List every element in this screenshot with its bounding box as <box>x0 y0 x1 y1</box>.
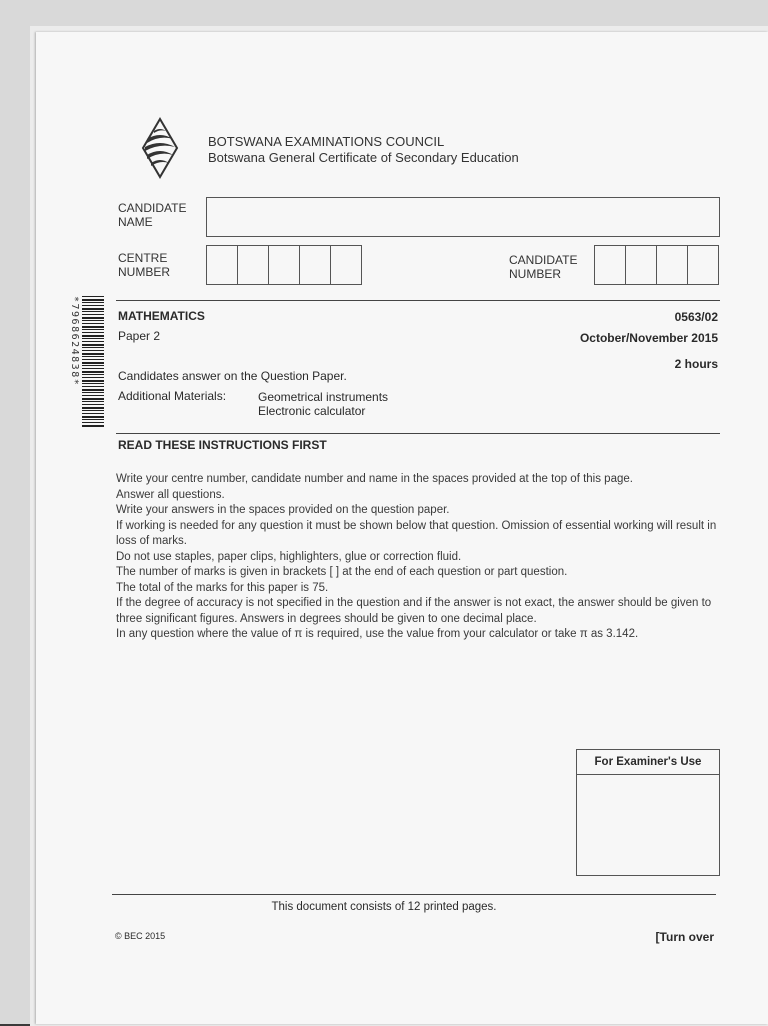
paper-number: Paper 2 <box>118 329 161 343</box>
candidate-name-field[interactable] <box>206 197 720 237</box>
paper-code: 0563/02 <box>674 310 718 324</box>
materials-list <box>258 390 388 418</box>
material-item: Electronic calculator <box>258 404 366 418</box>
centre-number-label: CENTRE NUMBER <box>118 251 171 279</box>
centre-number-digit[interactable] <box>269 246 300 284</box>
instruction-line: Write your answers in the spaces provided on the question paper. <box>116 504 450 516</box>
instruction-line: Answer all questions. <box>116 488 225 501</box>
centre-number-field[interactable] <box>206 245 362 285</box>
barcode-number: *7968624838* <box>69 296 80 387</box>
page-count-note: This document consists of 12 printed pages. <box>271 901 497 913</box>
instruction-line: If the degree of accuracy is not specified in the question and if the answer is not exact, the answer should be given to three significant figures. Answers in degrees should be given to one decimal place. <box>116 597 712 625</box>
candidate-number-label: CANDIDATE NUMBER <box>509 253 578 281</box>
candidate-number-digit[interactable] <box>657 246 688 284</box>
candidate-number-digit[interactable] <box>595 246 626 284</box>
examiner-use-box[interactable] <box>576 749 720 876</box>
barcode <box>82 296 104 428</box>
council-header <box>208 134 519 166</box>
instructions-list <box>116 472 720 643</box>
copyright: © BEC 2015 <box>115 931 166 941</box>
subject-title: MATHEMATICS <box>118 309 205 323</box>
centre-number-digit[interactable] <box>331 246 361 284</box>
divider-top <box>116 300 720 301</box>
exam-session: October/November 2015 <box>579 331 718 345</box>
answer-note: Candidates answer on the Question Paper. <box>118 369 347 383</box>
certificate-name: Botswana General Certificate of Secondary Education <box>208 150 519 165</box>
instruction-line: If working is needed for any question it must be shown below that question. Omission of essential working will result in loss of marks. <box>116 519 717 547</box>
centre-number-digit[interactable] <box>238 246 269 284</box>
candidate-number-digit[interactable] <box>688 246 718 284</box>
instructions-heading: READ THESE INSTRUCTIONS FIRST <box>118 438 327 452</box>
candidate-name-label: CANDIDATE NAME <box>118 201 187 229</box>
turn-over: [Turn over <box>655 930 714 944</box>
materials-label: Additional Materials: <box>118 389 227 403</box>
divider-bottom <box>112 894 716 895</box>
candidate-number-field[interactable] <box>594 245 719 285</box>
bec-logo-icon <box>137 117 183 179</box>
council-name: BOTSWANA EXAMINATIONS COUNCIL <box>208 134 445 149</box>
instruction-line: The total of the marks for this paper is 75. <box>116 581 329 594</box>
material-item: Geometrical instruments <box>258 390 389 404</box>
centre-number-digit[interactable] <box>207 246 238 284</box>
exam-duration: 2 hours <box>674 357 718 371</box>
instruction-line: Do not use staples, paper clips, highlighters, glue or correction fluid. <box>116 550 462 563</box>
instruction-line: The number of marks is given in brackets [ ] at the end of each question or part question. <box>116 566 568 578</box>
examiner-use-title: For Examiner's Use <box>577 750 719 775</box>
candidate-number-digit[interactable] <box>626 246 657 284</box>
divider-middle <box>116 433 720 434</box>
instruction-line: Write your centre number, candidate number and name in the spaces provided at the top of this page. <box>116 473 633 485</box>
centre-number-digit[interactable] <box>300 246 331 284</box>
instruction-line: In any question where the value of π is required, use the value from your calculator or take π as 3.142. <box>116 628 639 640</box>
